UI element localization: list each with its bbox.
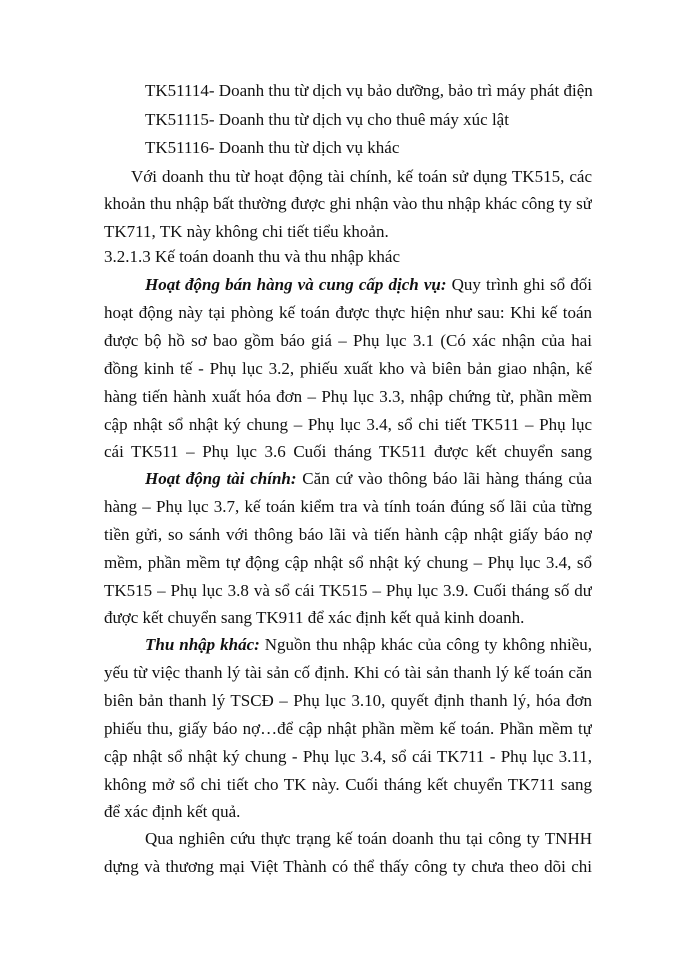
paragraph-line: TK711, TK này không chi tiết tiểu khoản. [104,222,389,241]
paragraph-line [145,468,592,490]
paragraph-line: mềm, phần mềm tự động cập nhật sổ nhật ký chung – Phụ lục 3.4, sổ [104,553,592,572]
paragraph-text: Nguồn thu nhập khác của công ty không nhiều, [264,635,592,654]
paragraph-line: để xác định kết quả. [104,802,241,821]
paragraph-line: biên bản thanh lý TSCĐ – Phụ lục 3.10, quyết định thanh lý, hóa đơn [104,691,592,710]
paragraph-line: hàng – Phụ lục 3.7, kế toán kiểm tra và tính toán đúng số lãi của từng [104,497,592,516]
paragraph-line [145,634,592,656]
paragraph-line: cập nhật sổ nhật ký chung – Phụ lục 3.4, sổ chi tiết TK511 – Phụ lục [104,415,592,434]
paragraph-lead: Hoạt động tài chính: [145,469,297,488]
paragraph-line: cái TK511 – Phụ lục 3.6 Cuối tháng TK511 được kết chuyển sang [104,442,592,461]
paragraph-lead: Hoạt động bán hàng và cung cấp dịch vụ: [145,275,447,294]
paragraph-line: TK515 – Phụ lục 3.8 và sổ cái TK515 – Phụ lục 3.9. Cuối tháng số dư [104,581,592,600]
paragraph-line: được kết chuyển sang TK911 để xác định kết quả kinh doanh. [104,608,525,627]
paragraph-line: Với doanh thu từ hoạt động tài chính, kế toán sử dụng TK515, các [131,167,592,186]
paragraph-text: Căn cứ vào thông báo lãi hàng tháng của [302,469,592,488]
paragraph-line: phiếu thu, giấy báo nợ…để cập nhật phần mềm kế toán. Phần mềm tự [104,719,592,738]
paragraph-line: được bộ hồ sơ bao gồm báo giá – Phụ lục 3.1 (Có xác nhận của hai [104,331,592,350]
paragraph-line: yếu từ việc thanh lý tài sản cố định. Khi có tài sản thanh lý kế toán căn [104,663,592,682]
paragraph-line: hoạt động này tại phòng kế toán được thực hiện như sau: Khi kế toán [104,303,592,322]
paragraph-line: không mở sổ chi tiết cho TK này. Cuối tháng kết chuyển TK711 sang [104,775,592,794]
paragraph-line: cập nhật sổ nhật ký chung - Phụ lục 3.4, sổ cái TK711 - Phụ lục 3.11, [104,747,592,766]
paragraph-text: Quy trình ghi sổ đối [451,275,592,294]
paragraph-line: tiền gửi, so sánh với thông báo lãi và tiến hành cập nhật giấy báo nợ [104,525,592,544]
section-heading: 3.2.1.3 Kế toán doanh thu và thu nhập khác [104,247,401,266]
list-item: TK51115- Doanh thu từ dịch vụ cho thuê máy xúc lật [145,110,509,129]
paragraph-line: khoản thu nhập bất thường được ghi nhận vào thu nhập khác công ty sử [104,194,592,213]
paragraph-line [145,274,592,296]
paragraph-line: hàng tiến hành xuất hóa đơn – Phụ lục 3.3, nhập chứng từ, phần mềm [104,387,592,406]
paragraph-line: dựng và thương mại Việt Thành có thể thấy công ty chưa theo dõi chi [104,857,592,876]
list-item: TK51114- Doanh thu từ dịch vụ bảo dưỡng, bảo trì máy phát điện [145,81,593,100]
paragraph-line: Qua nghiên cứu thực trạng kế toán doanh thu tại công ty TNHH [145,829,592,848]
paragraph-lead: Thu nhập khác: [145,635,260,654]
paragraph-line: đồng kinh tế - Phụ lục 3.2, phiếu xuất kho và biên bản giao nhận, kế [104,359,592,378]
list-item: TK51116- Doanh thu từ dịch vụ khác [145,138,400,157]
